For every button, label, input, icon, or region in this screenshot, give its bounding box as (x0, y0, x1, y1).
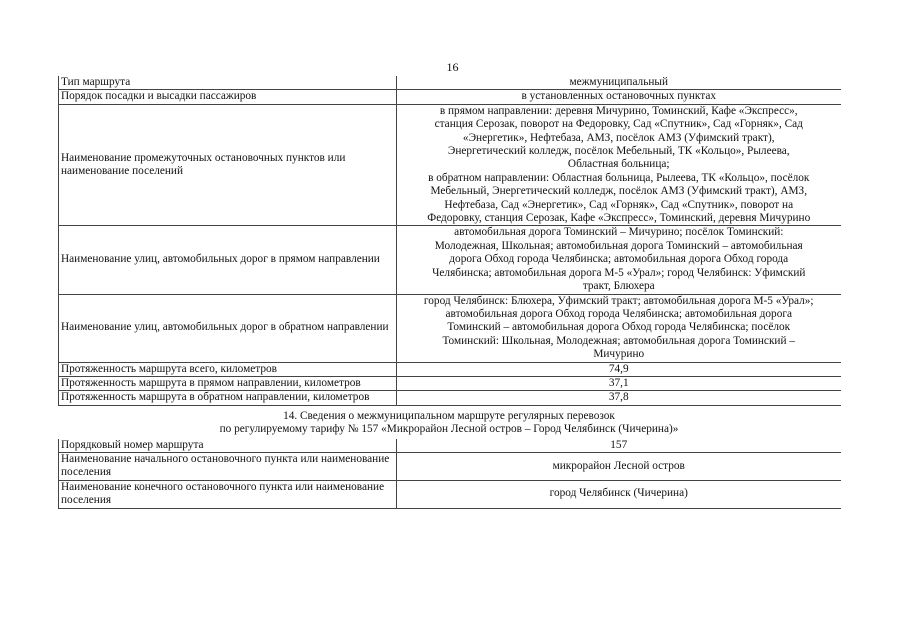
row-value-line: Областная больница; (567, 158, 670, 171)
row-value-line: автомобильная дорога Томинский – Мичурино; посёлок Томинский: (454, 226, 784, 239)
table-row (59, 104, 841, 226)
route-table-top (58, 76, 841, 406)
row-value-line: Федоровку, станция Серозак, Кафе «Экспресс», Томинский, деревня Мичурино (427, 212, 811, 225)
row-value-line: город Челябинск (Чичерина) (549, 487, 688, 500)
row-value-line: микрорайон Лесной остров (552, 459, 685, 472)
section-title (58, 406, 840, 439)
row-value-line: Энергетический колледж, посёлок Мебельный, ТК «Кольцо», Рылеева, (447, 145, 790, 158)
row-value-line: Томинский – автомобильная дорога Обход города Челябинска; посёлок (447, 321, 791, 334)
row-label: Наименование промежуточных остановочных пунктов или наименование поселений (59, 104, 397, 226)
row-label: Порядок посадки и высадки пассажиров (59, 90, 397, 104)
table-row (59, 376, 841, 390)
row-value (397, 480, 841, 508)
row-value (397, 104, 841, 226)
row-value-line: в прямом направлении: деревня Мичурино, Томинский, Кафе «Экспресс», (439, 104, 798, 117)
row-value-line: межмуниципальный (569, 76, 669, 88)
row-value (397, 226, 841, 294)
document-body (58, 76, 840, 509)
row-value (397, 376, 841, 390)
row-value-line: 37,8 (608, 391, 629, 404)
route-table-bottom (58, 439, 841, 509)
row-value-line: в обратном направлении: Областная больница, Рылеева, ТК «Кольцо», посёлок (428, 171, 810, 184)
section-title-line-2: по регулируемому тарифу № 157 «Микрорайон Лесной остров – Город Челябинск (Чичерина)» (219, 423, 679, 436)
row-label: Наименование конечного остановочного пункта или наименование поселения (59, 480, 397, 508)
table-row (59, 76, 841, 90)
row-value-line: Мичурино (593, 348, 645, 361)
row-label: Наименование улиц, автомобильных дорог в обратном направлении (59, 294, 397, 362)
table-row (59, 480, 841, 508)
table-row (59, 439, 841, 453)
row-value-line: станция Серозак, поворот на Федоровку, Сад «Спутник», Сад «Горняк», Сад (434, 118, 803, 131)
row-value-line: 37,1 (608, 376, 629, 389)
table-row (59, 391, 841, 405)
row-value-line: дорога Обход города Челябинска; автомобильная дорога Обход города (449, 253, 789, 266)
row-label: Протяженность маршрута всего, километров (59, 362, 397, 376)
row-value-line: в установленных остановочных пунктах (521, 90, 717, 103)
table-row (59, 294, 841, 362)
table-row (59, 90, 841, 104)
row-value-line: город Челябинск: Блюхера, Уфимский тракт; автомобильная дорога М-5 «Урал»; (423, 294, 814, 307)
row-value (397, 391, 841, 405)
row-value (397, 452, 841, 480)
row-value-line: Мебельный, Энергетический колледж, посёлок АМЗ (Уфимский тракт), АМЗ, (430, 185, 808, 198)
row-value-line: Молодежная, Школьная; автомобильная дорога Томинский – автомобильная (434, 239, 803, 252)
row-value-line: тракт, Блюхера (582, 280, 655, 293)
row-value (397, 90, 841, 104)
row-label: Порядковый номер маршрута (59, 439, 397, 453)
row-value-line: автомобильная дорога Обход города Челябинска; автомобильная дорога (445, 307, 792, 320)
row-value (397, 294, 841, 362)
section-title-line-1: 14. Сведения о межмуниципальном маршруте регулярных перевозок (283, 409, 615, 422)
row-value-line: 157 (610, 438, 628, 451)
table-row (59, 362, 841, 376)
table-row (59, 226, 841, 294)
row-label: Тип маршрута (59, 76, 397, 90)
row-value (397, 76, 841, 90)
table-row (59, 452, 841, 480)
row-label: Наименование улиц, автомобильных дорог в прямом направлении (59, 226, 397, 294)
page-number: 16 (446, 60, 459, 74)
row-label: Протяженность маршрута в прямом направлении, километров (59, 376, 397, 390)
row-value-line: Томинский: Школьная, Молодежная; автомобильная дорога Томинский – (442, 334, 795, 347)
row-value (397, 362, 841, 376)
row-value-line: 74,9 (608, 362, 629, 375)
row-value-line: Нефтебаза, Сад «Энергетик», Сад «Горняк», Сад «Спутник», поворот на (444, 198, 794, 211)
row-label: Наименование начального остановочного пункта или наименование поселения (59, 452, 397, 480)
row-value (397, 439, 841, 453)
row-label: Протяженность маршрута в обратном направлении, километров (59, 391, 397, 405)
row-value-line: «Энергетик», Нефтебаза, АМЗ, посёлок АМЗ (Уфимский тракт), (462, 131, 775, 144)
row-value-line: Челябинска; автомобильная дорога М-5 «Урал»; город Челябинск: Уфимский (432, 266, 806, 279)
